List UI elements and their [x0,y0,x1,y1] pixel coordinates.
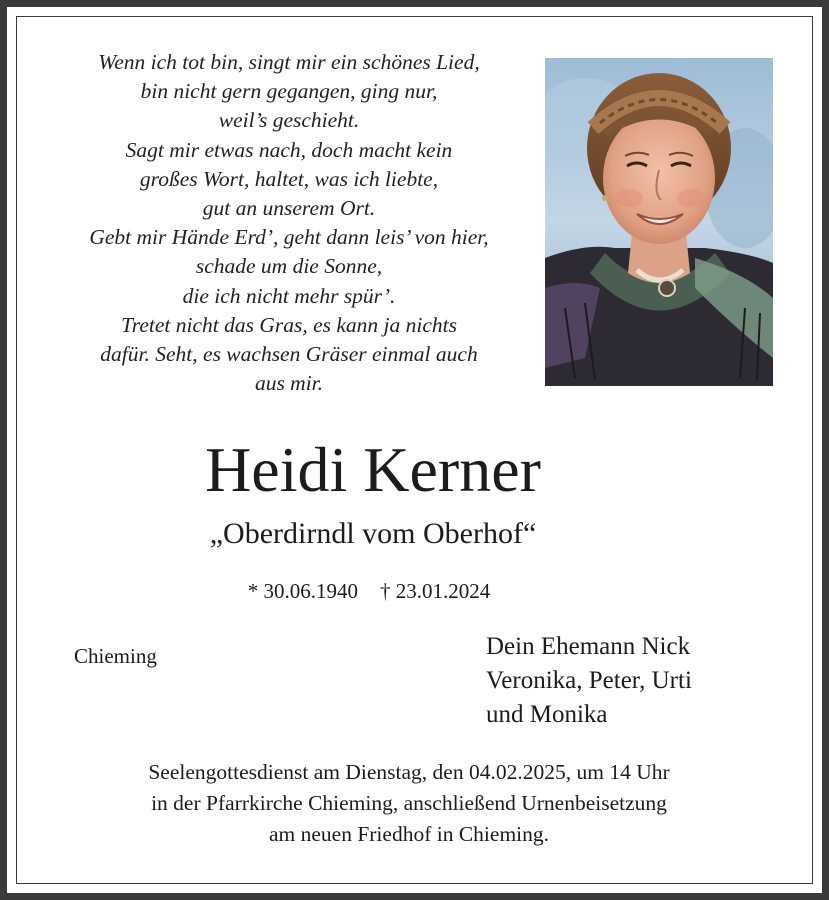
poem-line: großes Wort, haltet, was ich liebte, [139,166,439,191]
mourners [486,630,692,732]
service-line: am neuen Friedhof in Chieming. [268,822,550,846]
deceased-name: Heidi Kerner [205,434,541,505]
poem-line: dafür. Seht, es wachsen Gräser einmal auch [100,342,478,367]
poem-line: Wenn ich tot bin, singt mir ein schönes Lied, [98,50,480,74]
poem-line: Tretet nicht das Gras, es kann ja nichts [120,312,458,337]
poem-line: die ich nicht mehr spür’. [182,283,396,308]
poem-line: gut an unserem Ort. [202,196,376,221]
poem-line: bin nicht gern gegangen, ging nur, [140,79,438,104]
place-of-residence: Chieming [74,644,157,668]
portrait-illustration [545,58,773,386]
death-date: † 23.01.2024 [380,579,491,603]
service-line: Seelengottesdienst am Dienstag, den 04.02.2025, um 14 Uhr [148,760,670,784]
poem [40,48,538,398]
poem-line: Gebt mir Hände Erd’, geht dann leis’ von hier, [89,225,489,250]
poem-line: aus mir. [254,371,324,396]
life-dates [0,576,738,606]
mourners-line: und Monika [486,701,608,728]
poem-line: Sagt mir etwas nach, doch macht kein [125,137,453,162]
poem-line: weil’s geschieht. [218,108,360,133]
mourners-line: Veronika, Peter, Urti [486,667,692,694]
service-announcement [40,757,778,850]
portrait-photo [545,58,773,386]
poem-line: schade um die Sonne, [195,254,383,279]
mourners-line: Dein Ehemann Nick [486,633,691,660]
birth-date: * 30.06.1940 [247,579,358,603]
deceased-nickname: „Oberdirndl vom Oberhof“ [209,517,537,550]
service-line: in der Pfarrkirche Chieming, anschließend Urnenbeisetzung [151,791,667,815]
